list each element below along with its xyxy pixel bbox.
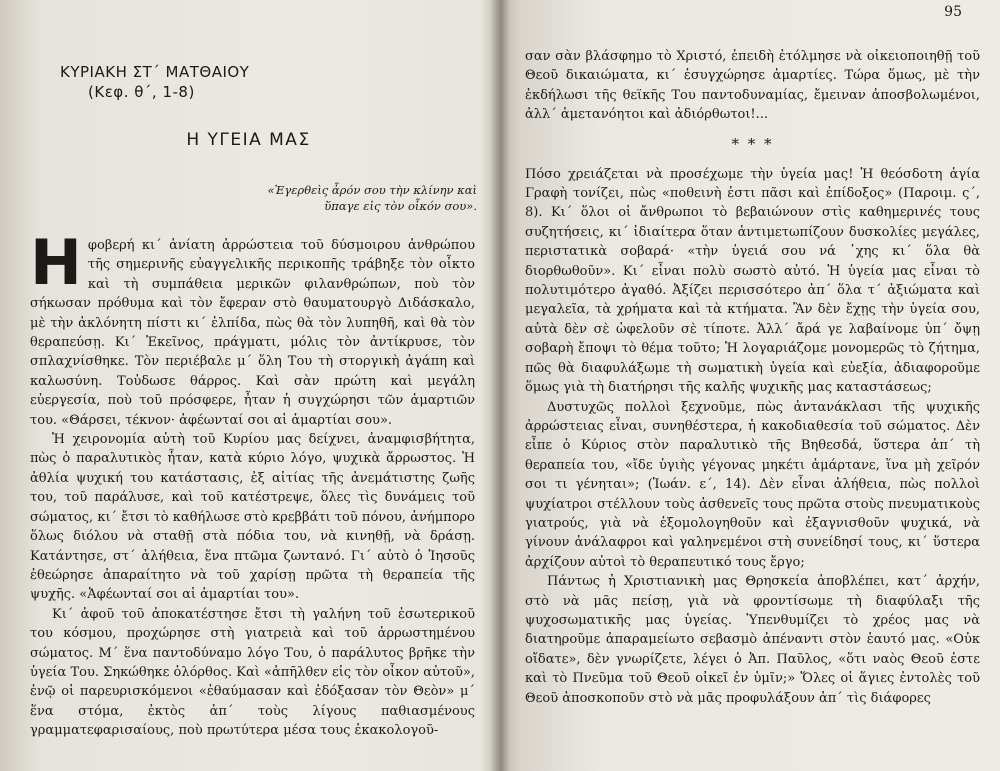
left-body-text	[30, 226, 475, 741]
sermon-header	[60, 62, 460, 102]
right-page	[503, 0, 1000, 771]
paragraph	[30, 226, 475, 430]
page-number: 95	[944, 4, 962, 20]
paragraph: σαν σὰν βλάσφημο τὸ Χριστό, ἐπειδὴ ἐτόλμησε νὰ οἰκειοποιηθῇ τοῦ Θεοῦ δικαιώματα, κι΄ ἐσυγχώρησε ἁμαρτίες. Τώρα ὅμως, μὲ τὴν ἐκδήλωσι τῆς θεϊκῆς Του παντοδυναμίας, ἔμειναν ἀποσβολωμένοι, ἀλλ΄ ἀμετανόητοι καὶ ἀδιόρθωτοι!...	[525, 49, 980, 123]
left-page	[0, 0, 497, 771]
paragraph: Κι΄ ἀφοῦ τοῦ ἀποκατέστησε ἔτσι τὴ γαλήνη τοῦ ἐσωτερικοῦ του κόσμου, προχώρησε στὴ γιατρειὰ καὶ τοῦ ἀρρωστημένου σώματος. Μ΄ ἕνα παντοδύναμο λόγο Του, ὁ παράλυτος βρῆκε τὴν ὑγεία Του. Σηκώθηκε ὀλόρθος. Καὶ «ἀπῆλθεν εἰς τὸν οἶκον αὐτοῦ», ἐνῷ οἱ παρευρισκόμενοι «ἐθαύμασαν καὶ ἐδόξασαν τὸν Θεὸν» μ΄ ἕνα στόμα, ἐκτὸς ἀπ΄ τοὺς λίγους παθιασμένους γραμματεφαρισαίους, ποὺ πρωτύτερα μέσα τους ἐκακολογοῦ-	[30, 606, 475, 739]
drop-cap: Η	[30, 226, 82, 299]
paragraph: Πάντως ἡ Χριστιανικὴ μας Θρησκεία ἀποβλέπει, κατ΄ ἀρχήν, στὸ νὰ μᾶς πείσῃ, γιὰ νὰ φροντίσωμε τὴ διαφύλαξι τῆς ψυχοσωματικῆς μας ὑγείας. Ὑπενθυμίζει τὸ χρέος μας νὰ διατηροῦμε ἀπαραμείωτο σεβασμὸ ἀπέναντι στὸν ἑαυτό μας. «Οὐκ οἴδατε», δὲν γνωρίζετε, λέγει ὁ Ἀπ. Παῦλος, «ὅτι ναὸς Θεοῦ ἐστε καὶ τὸ Πνεῦμα τοῦ Θεοῦ οἰκεῖ ἐν ὑμῖν;» Ὅλες οἱ ἅγιες ἐντολὲς τοῦ Θεοῦ ἀποσκοποῦν στὸ νὰ μᾶς προφυλάξουν ἀπ΄ τὶς διάφορες	[525, 574, 980, 706]
paragraph: Ἡ χειρονομία αὐτὴ τοῦ Κυρίου μας δείχνει, ἀναμφισβήτητα, πὼς ὁ παραλυτικὸς ἦταν, κατὰ κύριο λόγο, ψυχικὰ ἄρρωστος. Ἡ ἀθλία ψυχική του κατάστασις, ἐξ αἰτίας τῆς ἀνεμάτιστης ζωῆς του, τοῦ παράλυσε, καὶ τοῦ κατέστρεψε, ὅλες τὶς δυνάμεις τοῦ σώματος, κι΄ ἔτσι τὸ καθήλωσε στὸ κρεββάτι τοῦ πόνου, ἀνήμπορο ὅλως διόλου νὰ σταθῇ στὰ πόδια του, νὰ κινηθῇ, νὰ δράσῃ. Κατάντησε, στ΄ ἀλήθεια, ἕνα πτῶμα ζωντανό. Γι΄ αὐτὸ ὁ Ἰησοῦς ἐθεώρησε ἀπαραίτητο νὰ τοῦ χαρίσῃ πρῶτα τὴ θεραπεία τῆς ψυχῆς. «Ἀφέωνταί σοι αἱ ἁμαρτίαι του».	[30, 432, 475, 603]
sunday-title: ΚΥΡΙΑΚΗ ΣΤ΄ ΜΑΤΘΑΙΟΥ	[60, 63, 250, 81]
article-title: Η ΥΓΕΙΑ ΜΑΣ	[186, 130, 311, 150]
scripture-reference: (Κεφ. θ΄, 1-8)	[88, 83, 195, 101]
right-body-text	[525, 47, 980, 708]
epigraph-quote: «Ἐγερθεὶς ἆρόν σου τὴν κλίνην καὶ ὕπαγε εἰς τὸν οἶκόν σου».	[267, 183, 477, 213]
section-break-asterism: * * *	[731, 134, 774, 153]
paragraph-text: φοβερή κι΄ ἀνίατη ἀρρώστεια τοῦ δύσμοιρου ἀνθρώπου τῆς σημερινῆς εὐαγγελικῆς περικοπῆς τράβηξε τὸν οἶκτο καὶ τὴ συμπάθεια μερικῶν φιλανθρώπων, ποὺ τὸν σήκωσαν πρόθυμα καὶ τὸν ἔφεραν στὸ θαυματουργὸ Διδάσκαλο, μὲ τὴν ἀκλόνητη πίστι κι΄ ἐλπίδα, πὼς θὰ τὸν λυπηθῆ, καὶ θὰ τὸν θεραπεύσῃ. Κι΄ Ἐκεῖνος, πράγματι, μόλις τὸν ἀντίκρυσε, τὸν σπλαχνίσθηκε. Τὸν περιέβαλε μ΄ ὅλη Του τὴ στοργικὴ ἀγάπη καὶ καλωσύνη. Τοὐδωσε θάρρος. Καὶ σὰν πρώτη καὶ μεγάλη εὐεργεσία, ποὺ τοῦ πρόσφερε, ἦταν ἡ συγχώρησι τῶν ἁμαρτιῶν του. «Θάρσει, τέκνον· ἀφέωνταί σοι αἱ ἁμαρτίαι σου».	[30, 238, 475, 428]
paragraph: Πόσο χρειάζεται νὰ προσέχωμε τὴν ὑγεία μας! Ἡ θεόσδοτη ἁγία Γραφὴ τονίζει, πὼς «ποθεινὴ ἐστι πᾶσι καὶ ἐπίδοξος» (Παροιμ. ς΄, 8). Κι΄ ὅλοι οἱ ἄνθρωποι τὸ βεβαιώνουν στὶς καθημερινές τους συζητήσεις, κι΄ ἰδιαίτερα ὅταν ἀντιμετωπίζουν δυσκολίες μεγάλες, περιστατικὰ σοβαρά· «τὴν ὑγειά σου νά ᾽χης κι΄ ὅλα θὰ διορθωθοῦν». Κι΄ εἶναι πολὺ σωστὸ αὐτό. Ἡ ὑγεία μας εἶναι τὸ πολυτιμότερο ἀγαθό. Ἀξίζει περισσότερο ἀπ΄ ὅλα τ΄ ἀξιώματα καὶ μεγαλεῖα, τὰ χρήματα καὶ τὰ κτήματα. Ἂν δὲν ἔχῃς τὴν ὑγεία σου, αὐτὰ δὲν σὲ ὠφελοῦν σὲ τίποτε. Ἀλλ΄ ἄρά γε λαβαίνομε ὑπ΄ ὄψῃ σοβαρὴ ἔποψι τὸ θέμα τοῦτο; Ἡ λογαριάζομε μονομερῶς τὸ ζήτημα, πῶς θὰ διαφυλάξωμε τὴ σωματικὴ ὑγεία καὶ εὐεξία, ἀδιαφοροῦμε ὅμως γιὰ τὴ διατήρησι τῆς καλῆς ψυχικῆς μας καταστάσεως;	[525, 166, 980, 396]
paragraph: Δυστυχῶς πολλοὶ ξεχνοῦμε, πὼς ἀντανάκλασι τῆς ψυχικῆς ἀρρώστειας εἶναι, συνηθέστερα, ἡ κακοδιαθεσία τοῦ σώματος. Δὲν εἶπε ὁ Κύριος στὸν παραλυτικὸ τῆς Βηθεσδά, ὕστερα ἀπ΄ τὴ θεραπεία του, «ἴδε ὑγιὴς γέγονας μηκέτι ἁμάρτανε, ἵνα μὴ χεῖρόν σοι τι γένηται»; (Ἰωάν. ε΄, 14). Δὲν εἶναι ἀλήθεια, πὼς πολλοὶ ψυχίατροι στέλλουν τοὺς ἀσθενεῖς τους πρῶτα στοὺς πνευματικοὺς γιατρούς, γιὰ νὰ ἐξομολογηθοῦν καὶ ἐξαγνισθοῦν ψυχικά, νὰ γίνουν ἀνάλαφροι καὶ γαληνεμένοι στὴ συνείδησί τους, κι΄ ὕστερα ἀρχίζουν αὐτοὶ τὸ θεραπευτικό τους ἔργο;	[525, 399, 980, 570]
